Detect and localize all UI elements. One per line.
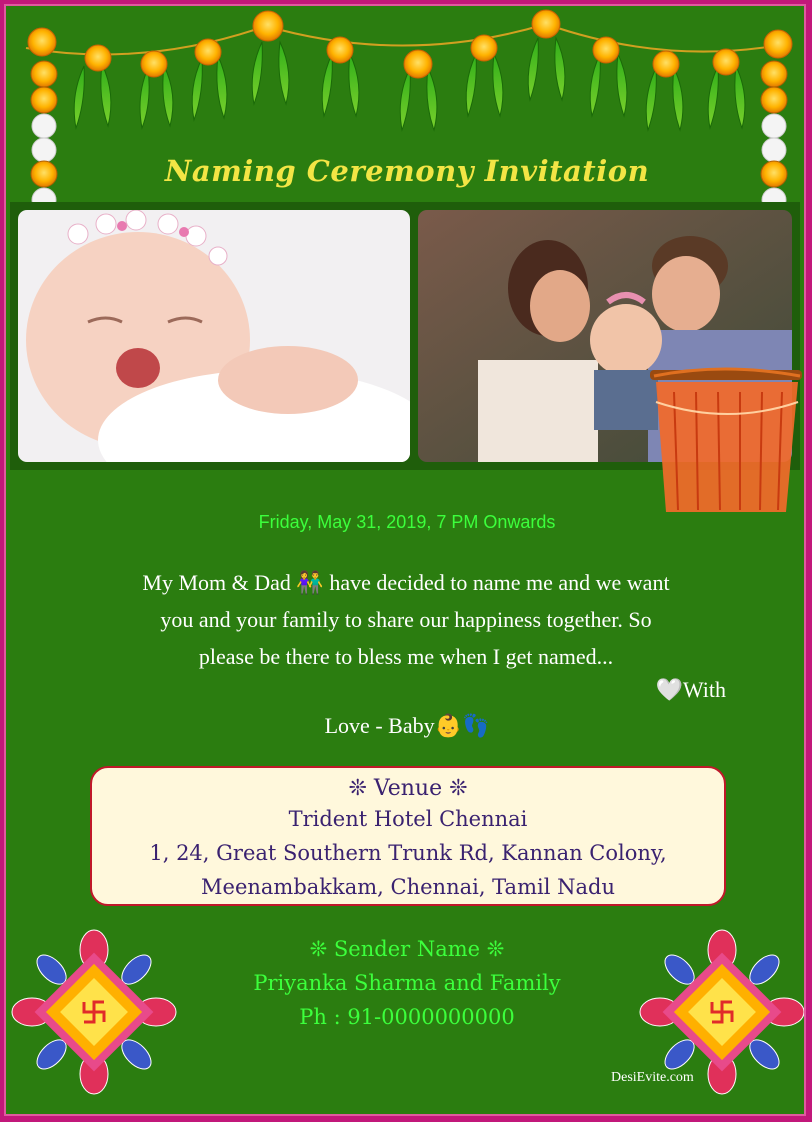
message-line-1: My Mom & Dad 👫 have decided to name me and we want bbox=[142, 570, 670, 595]
sender-heading: ❊ Sender Name ❊ bbox=[309, 937, 505, 961]
with-line: 🤍With bbox=[655, 677, 726, 702]
sender-phone: Ph : 91-0000000000 bbox=[299, 1005, 515, 1029]
sender-name: Priyanka Sharma and Family bbox=[253, 971, 561, 995]
event-date: Friday, May 31, 2019, 7 PM Onwards bbox=[258, 512, 556, 532]
rangoli-left-decoration bbox=[10, 928, 178, 1096]
invitation-title: Naming Ceremony Invitation bbox=[164, 154, 650, 188]
venue-box bbox=[90, 766, 726, 906]
invitation-card bbox=[4, 4, 806, 1116]
message-line-2: you and your family to share our happiness together. So bbox=[160, 607, 652, 632]
cradle-decoration bbox=[644, 362, 806, 522]
message-line-3: please be there to bless me when I get named... bbox=[198, 644, 614, 669]
venue-heading: ❊ Venue ❊ bbox=[348, 776, 468, 801]
venue-address-line-1: 1, 24, Great Southern Trunk Rd, Kannan Colony, bbox=[149, 841, 667, 865]
watermark: DesiEvite.com bbox=[611, 1070, 694, 1085]
invitation-message bbox=[86, 564, 726, 675]
venue-address-line-2: Meenambakkam, Chennai, Tamil Nadu bbox=[201, 875, 615, 899]
venue-name: Trident Hotel Chennai bbox=[288, 807, 528, 831]
baby-photo bbox=[18, 210, 410, 462]
love-baby-line: Love - Baby👶👣 bbox=[324, 713, 490, 738]
